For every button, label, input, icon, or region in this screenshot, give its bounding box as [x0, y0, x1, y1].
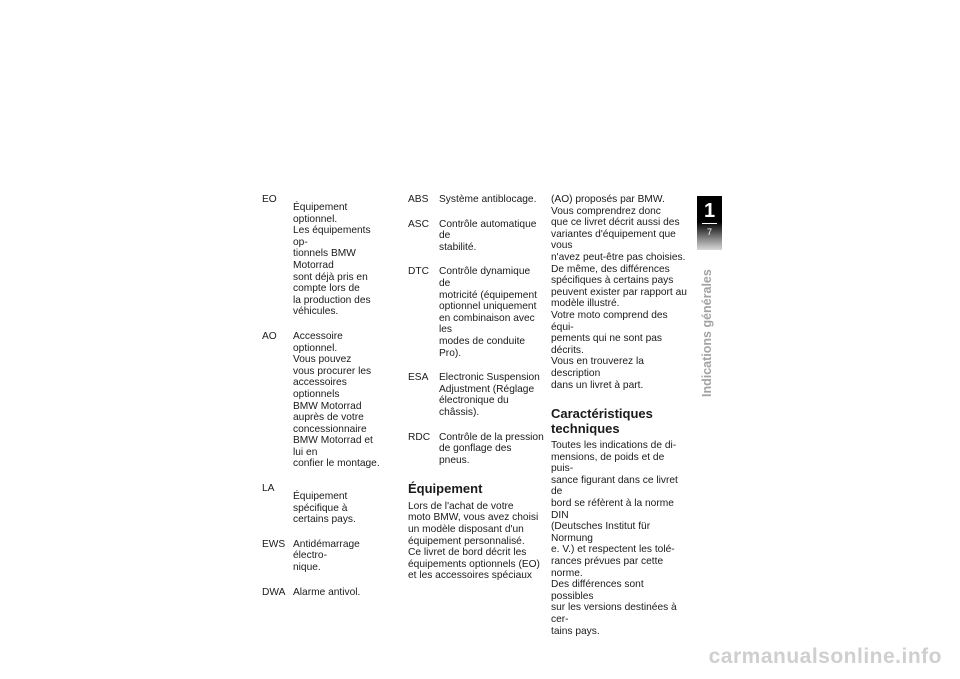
definition-eo	[262, 194, 382, 318]
abbreviation: DWA	[262, 586, 286, 598]
abbreviation: AO	[262, 330, 277, 342]
definition-text: Accessoire optionnel. Vous pouvez vous procurer les accessoires optionnels BMW Motorrad auprès de votre concessionnaire BMW Motorrad et lui en confier le montage.	[293, 330, 380, 470]
tab-divider	[702, 223, 717, 224]
definition-text: Équipement spécifique à certains pays.	[293, 491, 356, 526]
definition-la	[262, 483, 382, 526]
abbreviations-column-1	[262, 194, 382, 611]
definition-dwa	[262, 587, 382, 599]
abbreviation: ASC	[408, 218, 429, 230]
definition-asc	[408, 219, 544, 254]
definition-text: Contrôle automatique de stabilité.	[439, 218, 537, 253]
definition-text: Système antiblocage.	[439, 194, 537, 205]
abbreviation: EWS	[262, 538, 286, 550]
abbreviation: RDC	[408, 431, 431, 443]
definition-ews	[262, 539, 382, 574]
definition-text: Antidémarrage électro- nique.	[293, 538, 360, 574]
definition-text: Electronic Suspension Adjustment (Réglage électronique du châssis).	[439, 372, 540, 418]
definition-dtc	[408, 266, 544, 359]
definition-text: Alarme antivol.	[293, 586, 361, 598]
text-column-3	[551, 194, 687, 637]
section-heading-equipement: Équipement	[408, 481, 483, 497]
abbreviation: LA	[262, 483, 275, 495]
definition-text: Équipement optionnel. Les équipements op- tionnels BMW Motorrad sont déjà pris en compte lors de la production des véhicules.	[293, 202, 371, 318]
definition-abs	[408, 194, 544, 206]
caracteristiques-paragraph: Toutes les indications de di- mensions, de poids et de puis- sance figurant dans ce livret de bord se réfèrent à la norme DIN (Deutsches Institut für Normung e. V.) et respectent les tolé- rances prévues par cette norme. Des différences sont possibles sur les versions destinées à cer- tains pays.	[551, 440, 678, 637]
definition-rdc	[408, 432, 544, 467]
equipement-paragraph: Lors de l'achat de votre moto BMW, vous avez choisi un modèle disposant d'un équipement personnalisé. Ce livret de bord décrit les équipements optionnels (EO) et les accessoires spéciaux	[408, 500, 540, 582]
watermark: carmanualsonline.info	[708, 645, 942, 668]
definition-esa	[408, 372, 544, 418]
abbreviation: DTC	[408, 266, 429, 278]
definition-text: Contrôle de la pression de gonflage des pneus.	[439, 431, 544, 466]
abbreviation: ESA	[408, 372, 429, 384]
equipement-paragraph-continued: (AO) proposés par BMW. Vous comprendrez donc que ce livret décrit aussi des variantes d'équipement que vous n'avez peut-être pas choisies. De même, des différences spécifiques à certains pays peuvent exister par rapport au modèle illustré. Votre moto comprend des équi- pements qui ne sont pas décrits. Vous en trouverez la description dans un livret à part.	[551, 194, 687, 391]
chapter-tab	[697, 196, 722, 250]
definition-text: Contrôle dynamique de motricité (équipement optionnel uniquement en combinaison avec les modes de conduite Pro).	[439, 266, 537, 359]
abbreviations-column-2	[408, 194, 544, 582]
definition-ao	[262, 331, 382, 470]
page-number: 7	[706, 227, 712, 237]
abbreviation: ABS	[408, 194, 429, 205]
chapter-side-title: Indications générales	[700, 269, 714, 397]
section-heading-caracteristiques: Caractéristiques techniques	[551, 406, 653, 436]
abbreviation: EO	[262, 194, 277, 205]
chapter-number: 1	[703, 200, 716, 222]
